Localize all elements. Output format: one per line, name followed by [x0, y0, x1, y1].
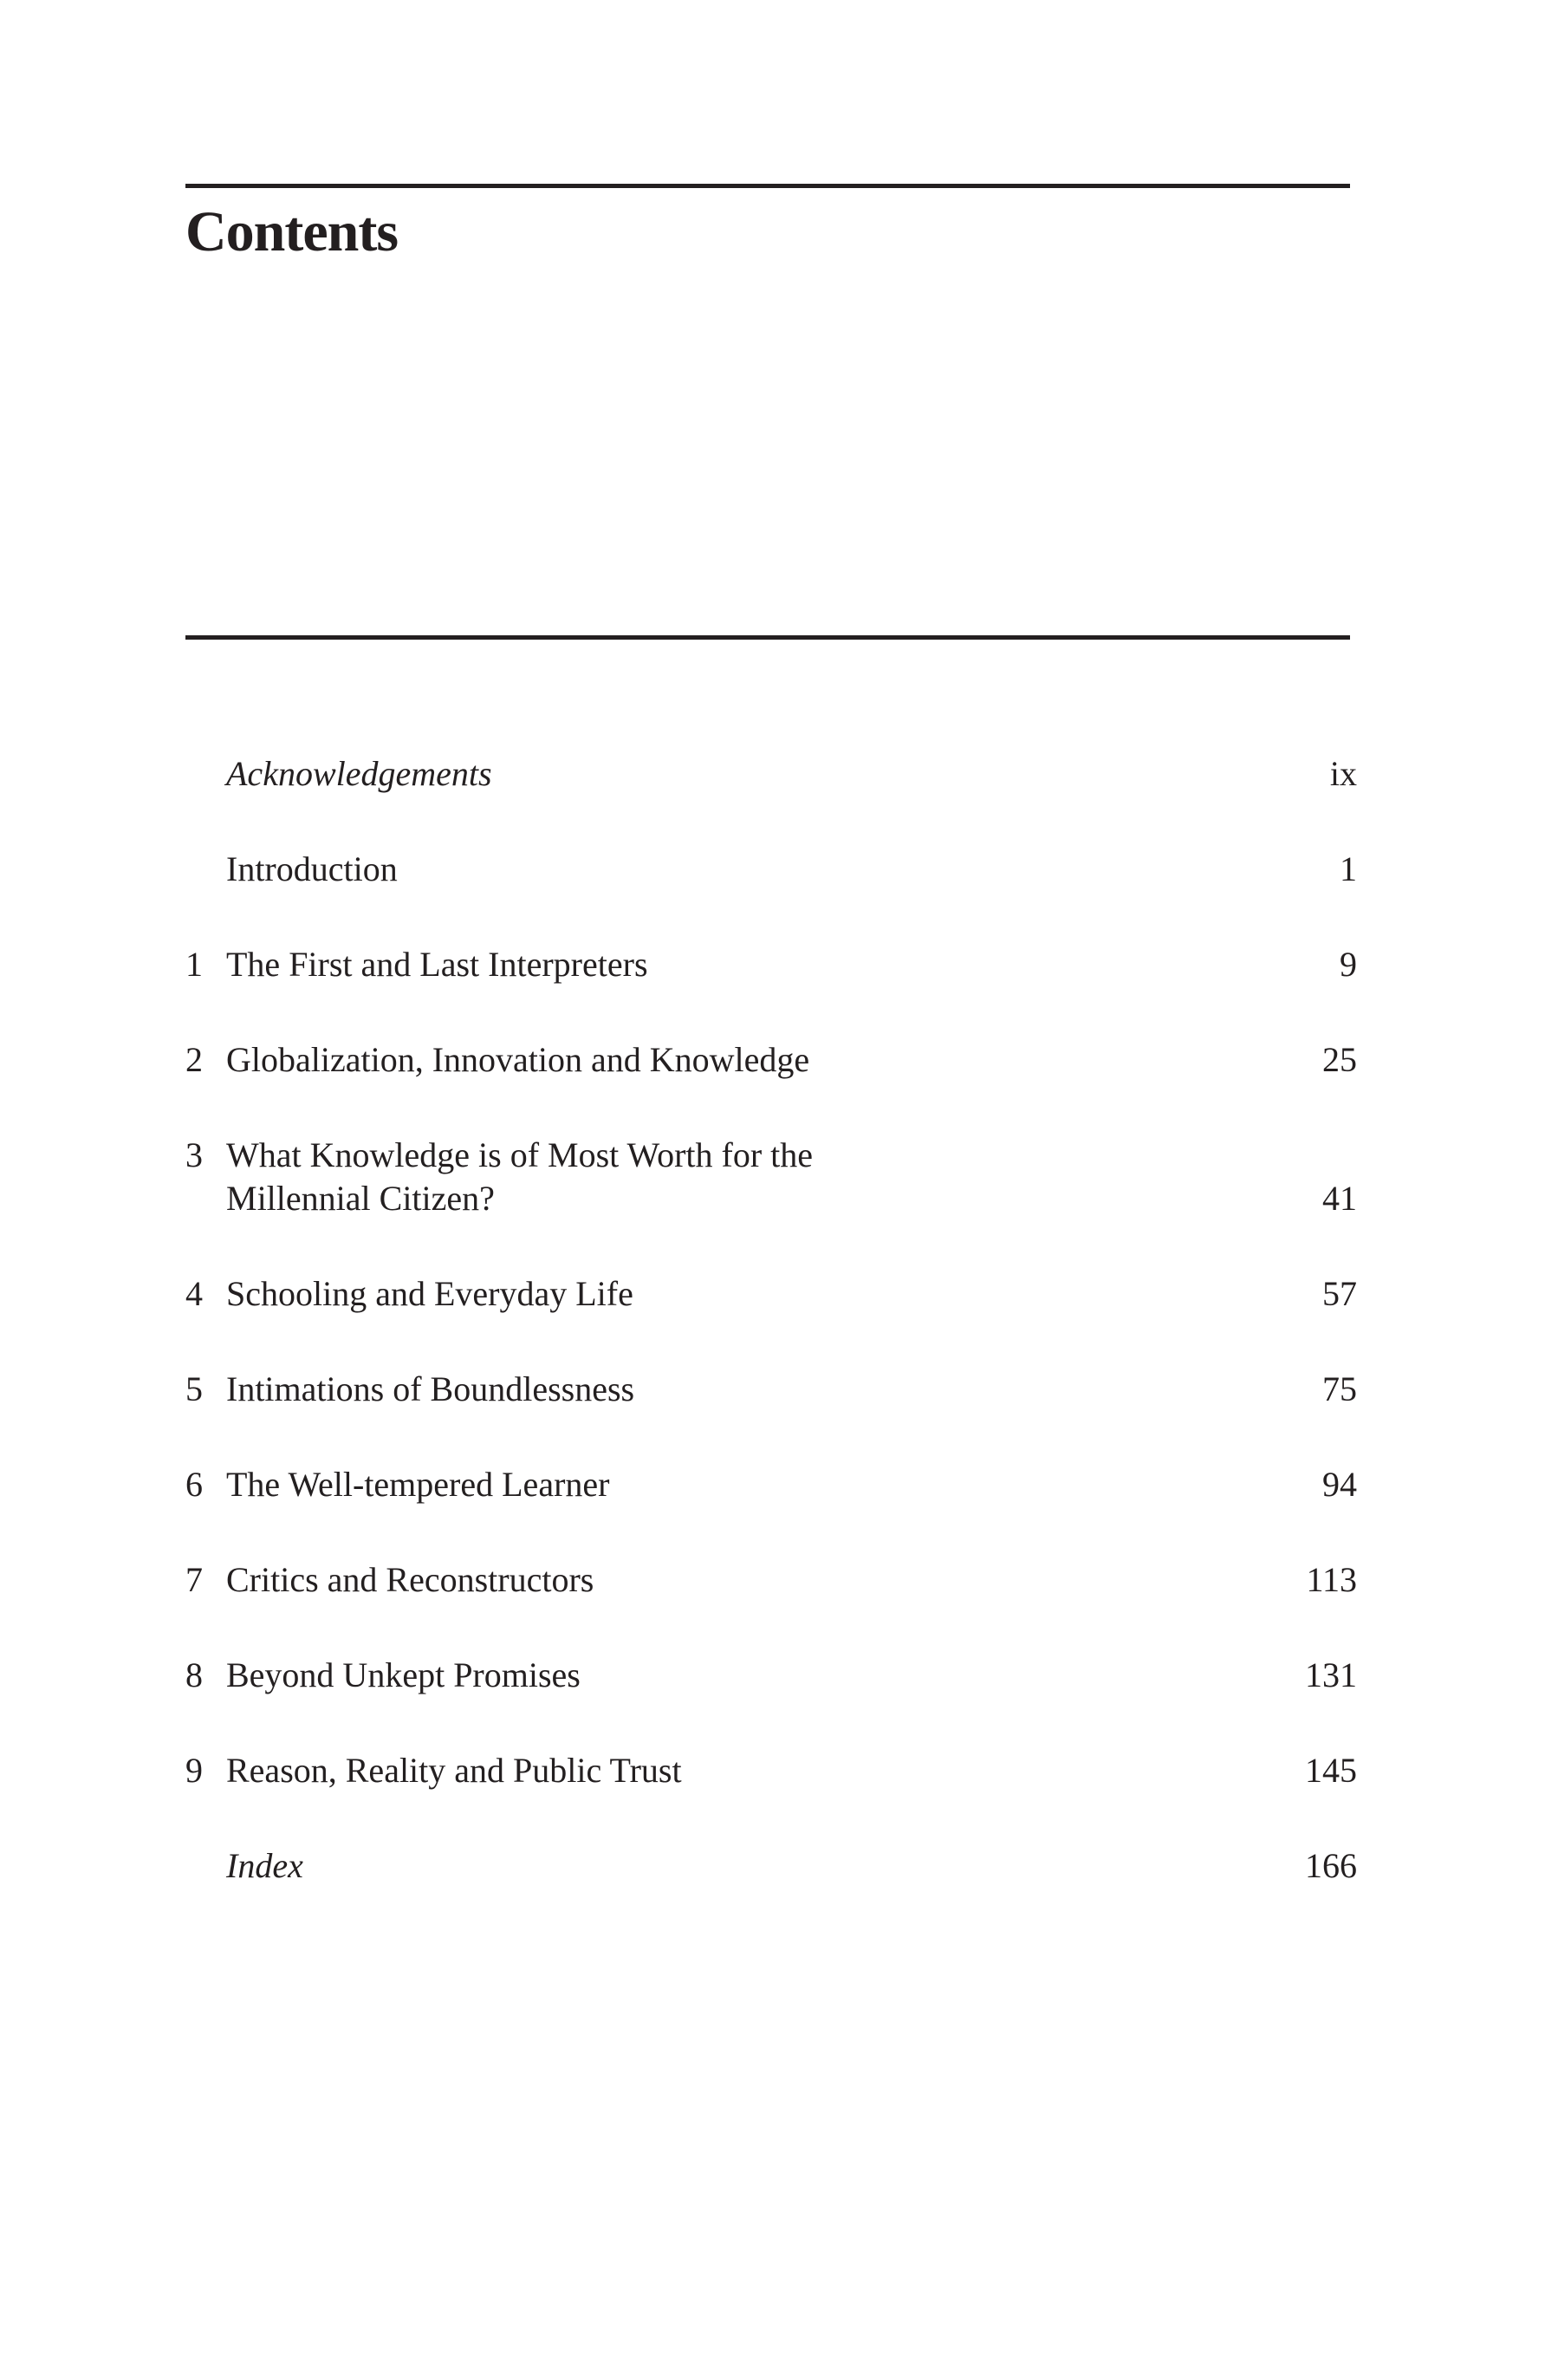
table-of-contents: [185, 752, 1357, 1940]
toc-chapter-number: 4: [185, 1274, 203, 1313]
toc-entry[interactable]: [185, 1368, 1357, 1411]
toc-entry[interactable]: [185, 1038, 1357, 1082]
toc-page-number: 1: [1340, 849, 1357, 888]
toc-entry-title: [226, 752, 1262, 796]
toc-title-line: Intimations of Boundlessness: [226, 1369, 635, 1408]
toc-chapter-number: 7: [185, 1560, 203, 1599]
toc-title-line: Index: [226, 1846, 303, 1885]
toc-page-number: 57: [1322, 1274, 1357, 1313]
toc-page-number: 75: [1322, 1369, 1357, 1408]
toc-entry-title: [226, 1463, 1262, 1506]
toc-entry[interactable]: [185, 1749, 1357, 1792]
toc-title-line: Reason, Reality and Public Trust: [226, 1751, 682, 1790]
toc-title-line: Millennial Citizen?: [226, 1179, 495, 1218]
toc-entry[interactable]: [185, 1134, 1357, 1220]
toc-chapter-number: 6: [185, 1465, 203, 1504]
toc-entry[interactable]: [185, 1558, 1357, 1602]
toc-entry[interactable]: [185, 1272, 1357, 1316]
toc-entry-title: [226, 1272, 1262, 1316]
toc-entry-title: [226, 1749, 1262, 1792]
toc-title-line: Schooling and Everyday Life: [226, 1274, 633, 1313]
toc-page-number: 131: [1305, 1655, 1357, 1694]
toc-chapter-number: 8: [185, 1655, 203, 1694]
toc-entry-title: [226, 1654, 1262, 1697]
toc-entry[interactable]: [185, 752, 1357, 796]
toc-entry-title: [226, 1368, 1262, 1411]
page-title: Contents: [185, 200, 399, 263]
toc-page-number: 9: [1340, 945, 1357, 984]
toc-page-number: 25: [1322, 1040, 1357, 1079]
toc-entry[interactable]: [185, 1463, 1357, 1506]
toc-entry-title: [226, 848, 1262, 891]
toc-chapter-number: 3: [185, 1135, 203, 1174]
toc-entry[interactable]: [185, 848, 1357, 891]
toc-title-line: Globalization, Innovation and Knowledge: [226, 1040, 810, 1079]
toc-title-line: Critics and Reconstructors: [226, 1560, 594, 1599]
toc-entry[interactable]: [185, 1844, 1357, 1888]
toc-page-number: 113: [1306, 1560, 1357, 1599]
title-rule-top: [185, 184, 1350, 188]
toc-page-number: 166: [1305, 1846, 1357, 1885]
toc-entry-title: [226, 1038, 1262, 1082]
toc-entry-title: [226, 943, 1262, 986]
toc-page-number: 145: [1305, 1751, 1357, 1790]
toc-page-number: 94: [1322, 1465, 1357, 1504]
toc-title-line: Introduction: [226, 849, 398, 888]
toc-title-line: Beyond Unkept Promises: [226, 1655, 581, 1694]
toc-page-number: ix: [1329, 754, 1357, 793]
toc-entry-title: [226, 1134, 1262, 1220]
title-rule-bottom: [185, 635, 1350, 640]
toc-title-line: The First and Last Interpreters: [226, 945, 648, 984]
toc-chapter-number: 2: [185, 1040, 203, 1079]
toc-entry[interactable]: [185, 1654, 1357, 1697]
toc-title-line: What Knowledge is of Most Worth for the: [226, 1135, 814, 1174]
toc-entry[interactable]: [185, 943, 1357, 986]
toc-chapter-number: 5: [185, 1369, 203, 1408]
toc-title-line: The Well-tempered Learner: [226, 1465, 610, 1504]
toc-chapter-number: 9: [185, 1751, 203, 1790]
toc-page-number: 41: [1322, 1179, 1357, 1218]
toc-chapter-number: 1: [185, 945, 203, 984]
toc-entry-title: [226, 1844, 1262, 1888]
toc-title-line: Acknowledgements: [226, 754, 492, 793]
toc-entry-title: [226, 1558, 1262, 1602]
